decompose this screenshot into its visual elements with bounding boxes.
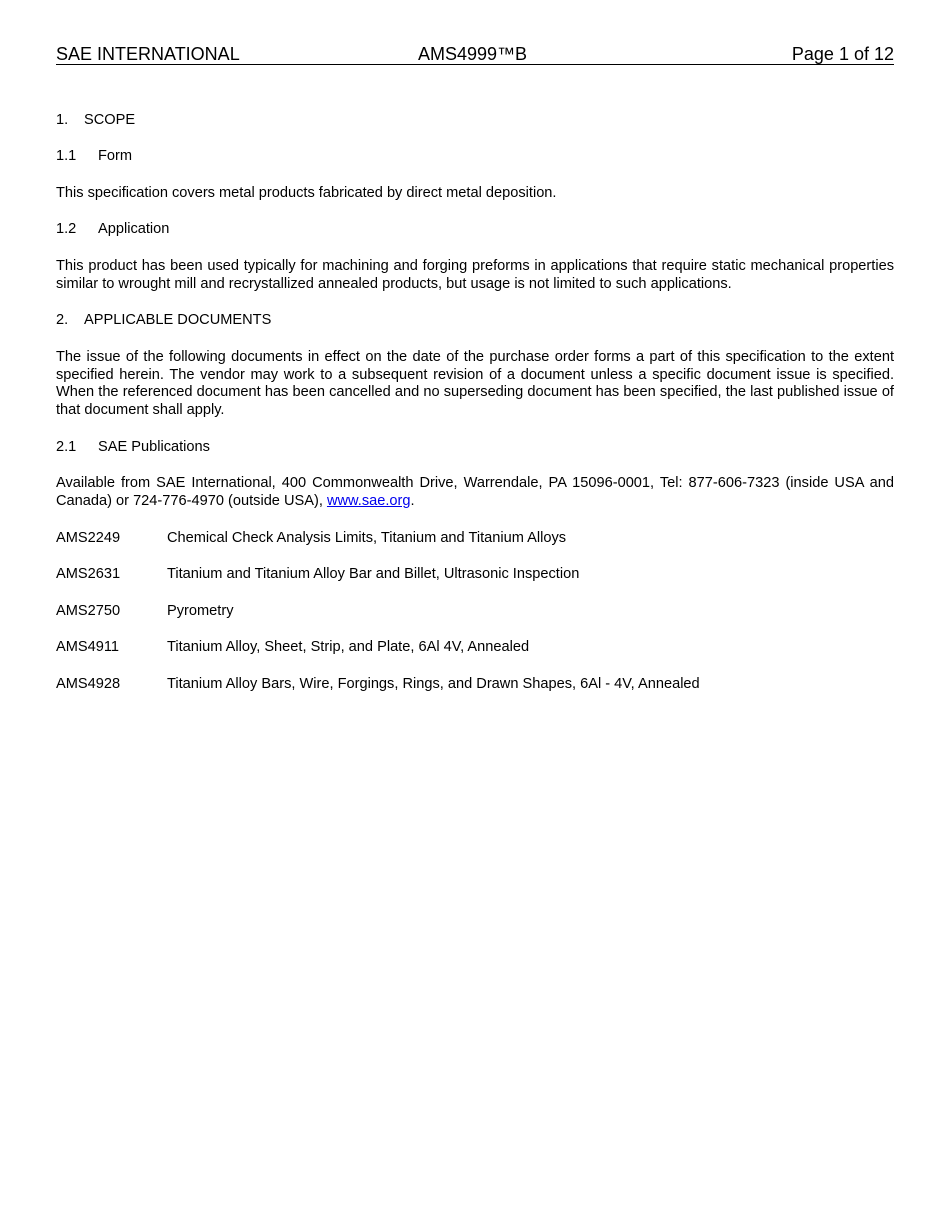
header-doc-id: AMS4999™B	[418, 44, 528, 64]
reference-title: Pyrometry	[167, 603, 234, 619]
reference-code: AMS2750	[56, 603, 121, 619]
section-2-text: The issue of the following documents in effect on the date of the purchase order forms a part of this specification to the extent specified herein. The vendor may work to a subsequent revision of a document unless a specific document issue is specified. When the referenced document has been cancelled and no superseding document has been specified, the last published issue of that document shall apply.	[56, 349, 894, 418]
section-2-1-text	[56, 475, 894, 510]
section-title: APPLICABLE DOCUMENTS	[84, 312, 272, 328]
section-1-2-text: This product has been used typically for machining and forging preforms in applications that require static mechanical properties similar to wrought mill and recrystallized annealed products, but usage is not limited to such applications.	[56, 258, 894, 292]
section-1-1-heading	[56, 148, 894, 166]
header-org: SAE INTERNATIONAL	[56, 44, 240, 64]
section-2-heading	[56, 312, 894, 330]
section-title: Application	[98, 221, 170, 237]
sae-availability-text: Available from SAE International, 400 Commonwealth Drive, Warrendale, PA 15096-0001, Tel: 877-606-7323 (inside USA and Canada) or 724-776-4970 (outside USA),	[56, 475, 894, 509]
reference-title: Titanium and Titanium Alloy Bar and Billet, Ultrasonic Inspection	[167, 566, 580, 582]
section-title: SCOPE	[84, 112, 136, 128]
header-page-number: Page 1 of 12	[791, 44, 894, 64]
reference-code: AMS4911	[56, 639, 120, 655]
reference-code: AMS2631	[56, 566, 121, 582]
sae-website-link[interactable]: www.sae.org	[326, 492, 411, 509]
section-number: 2.	[56, 312, 69, 328]
section-number: 1.	[56, 112, 69, 128]
section-1-1-text: This specification covers metal products fabricated by direct metal deposition.	[56, 185, 557, 201]
reference-code: AMS2249	[56, 530, 121, 546]
reference-title: Titanium Alloy Bars, Wire, Forgings, Rings, and Drawn Shapes, 6Al - 4V, Annealed	[167, 676, 700, 692]
page-header	[56, 44, 894, 65]
reference-title: Titanium Alloy, Sheet, Strip, and Plate, 6Al 4V, Annealed	[167, 639, 530, 655]
section-number: 1.2	[56, 221, 77, 237]
section-title: Form	[98, 148, 133, 164]
section-number: 1.1	[56, 148, 77, 164]
sentence-period: .	[410, 492, 415, 509]
section-1-2-heading	[56, 221, 894, 239]
section-number: 2.1	[56, 439, 77, 455]
section-1-heading	[56, 112, 894, 130]
reference-title: Chemical Check Analysis Limits, Titanium and Titanium Alloys	[167, 530, 567, 546]
section-title: SAE Publications	[98, 439, 210, 455]
section-2-1-heading	[56, 439, 894, 457]
reference-code: AMS4928	[56, 676, 121, 692]
